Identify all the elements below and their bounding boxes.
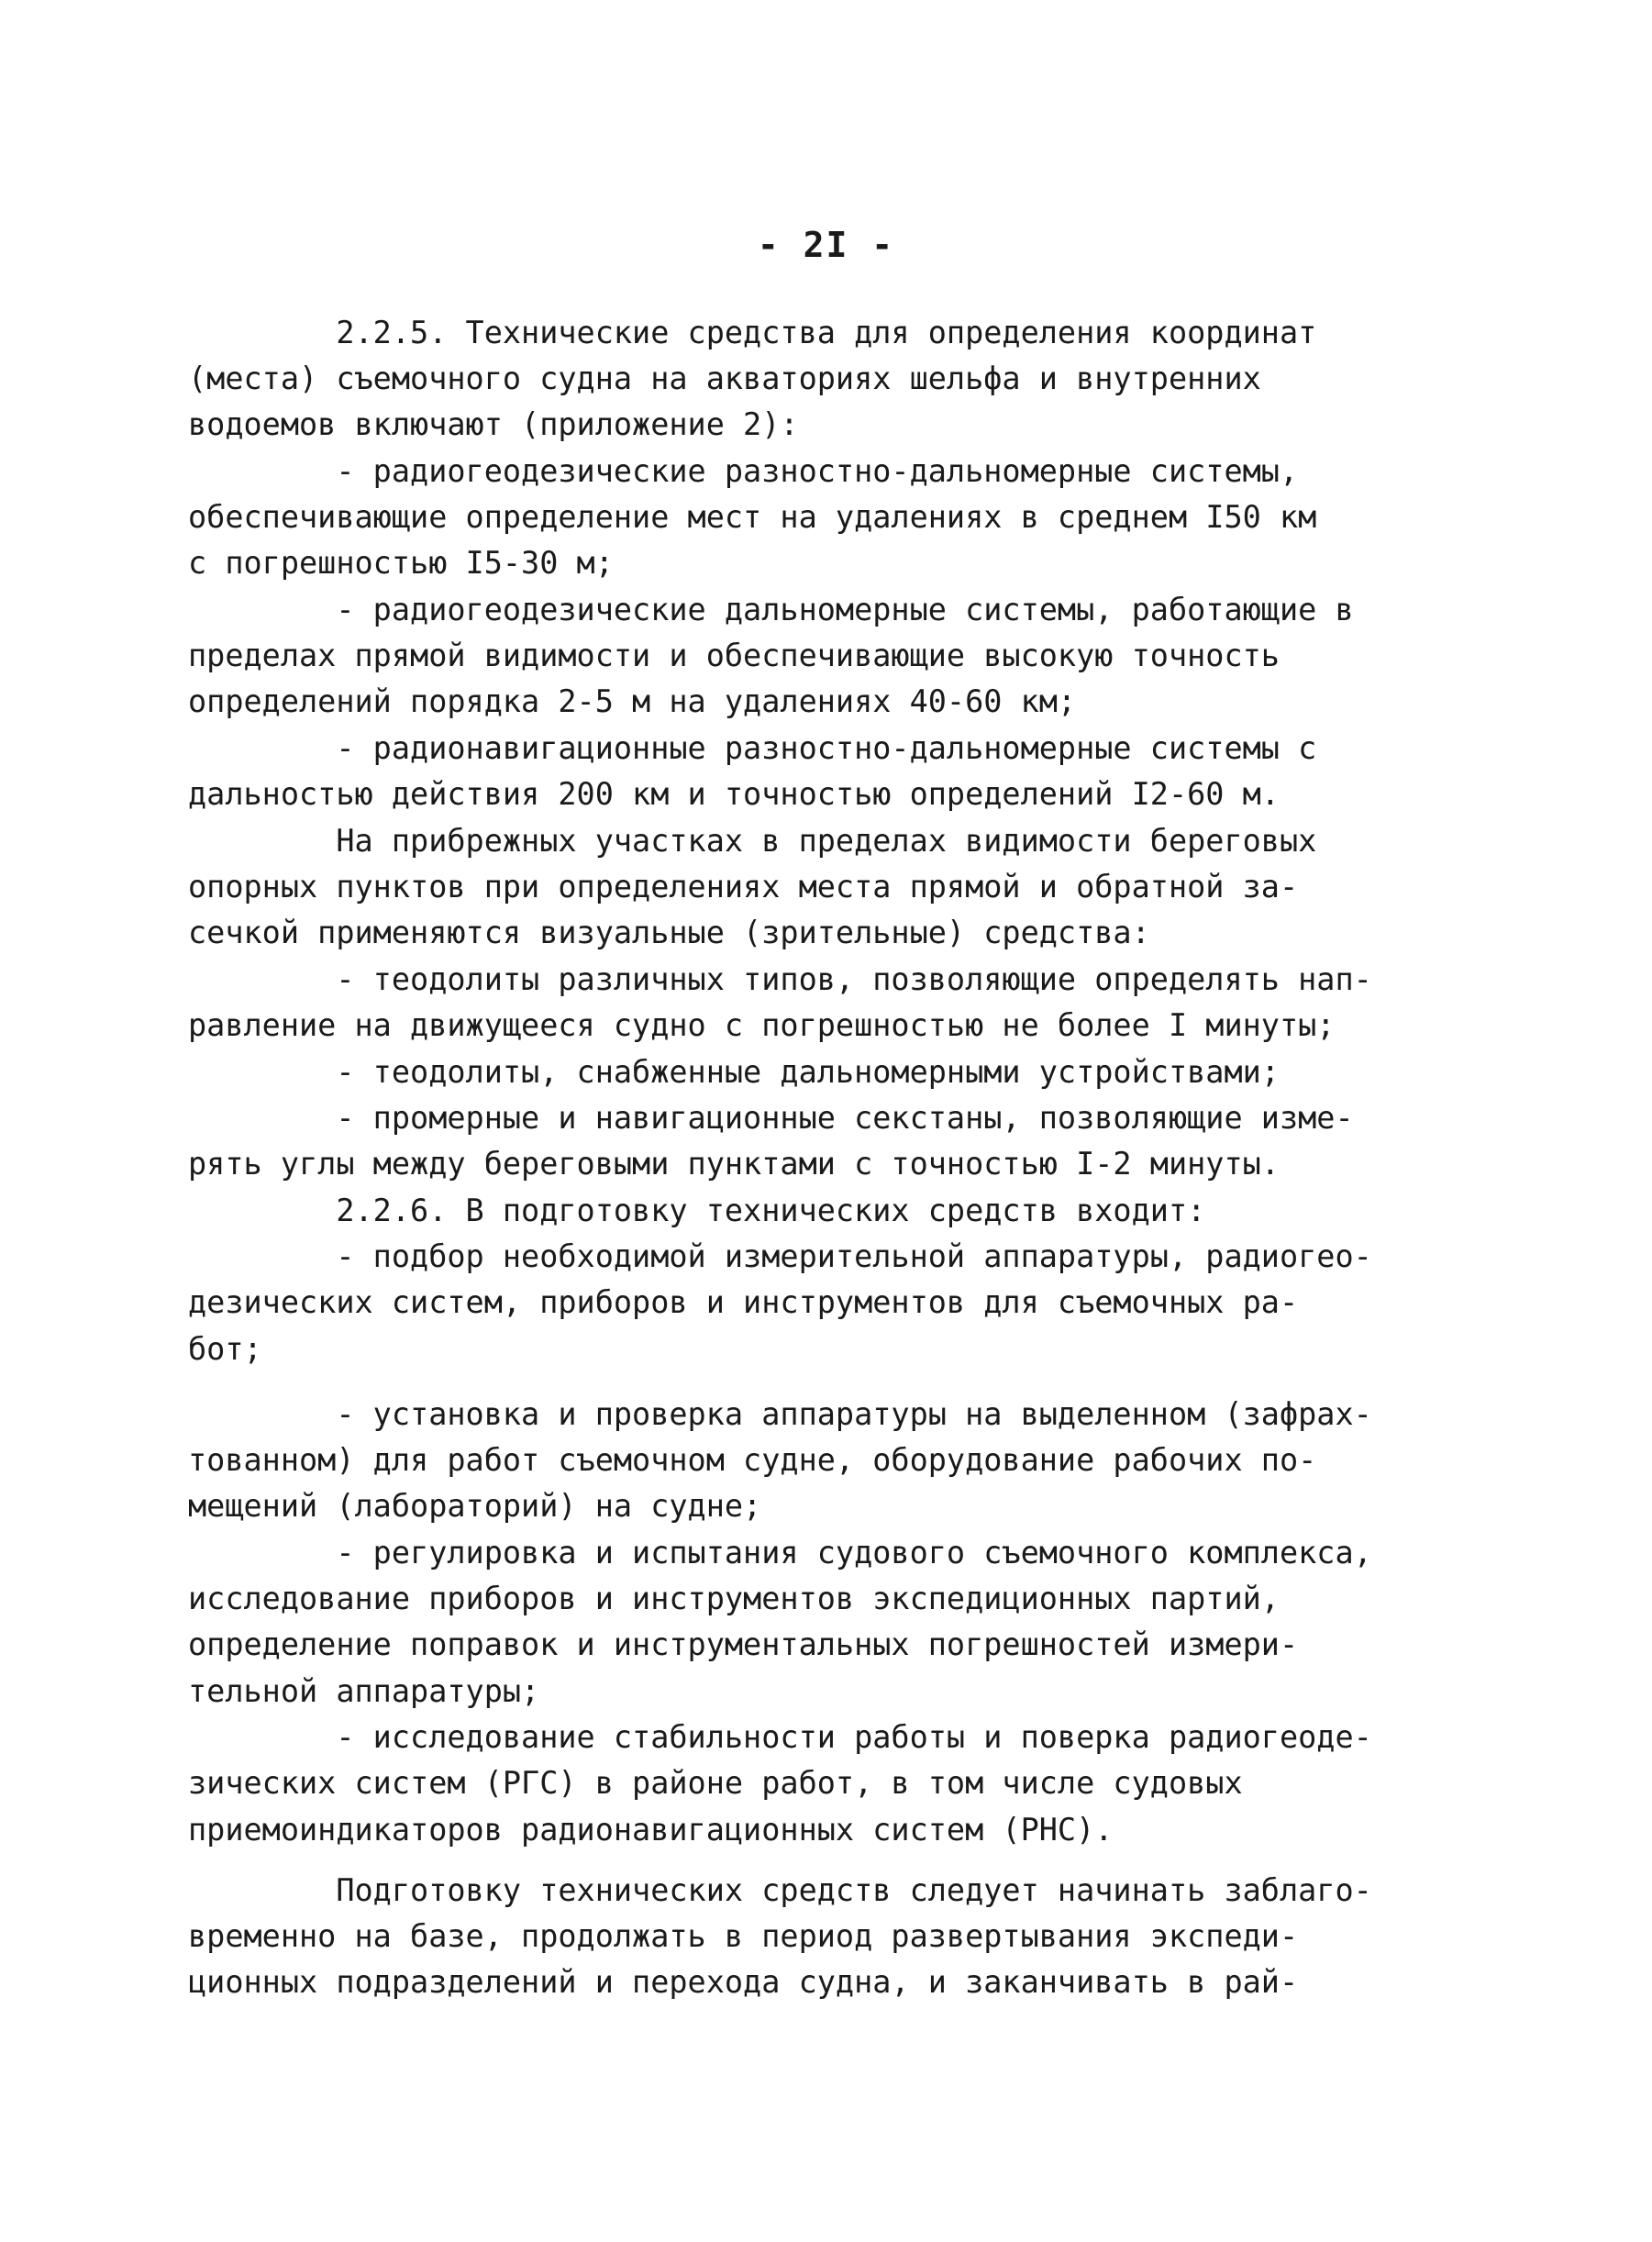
text-line: приемоиндикаторов радионавигационных систем (РНС). [188,1812,1114,1848]
text-line: временно на базе, продолжать в период развертывания экспеди- [188,1918,1299,1954]
text-line: ционных подразделений и перехода судна, и заканчивать в рай- [188,1964,1299,2000]
text-line: - теодолиты различных типов, позволяющие определять нап- [188,961,1372,997]
text-line: - теодолиты, снабженные дальномерными устройствами; [188,1054,1280,1090]
text-line: определений порядка 2-5 м на удалениях 40-60 км; [188,683,1077,719]
text-line: 2.2.5. Технические средства для определения координат [188,315,1317,350]
text-line: 2.2.6. В подготовку технических средств входит: [188,1193,1206,1228]
text-line: дальностью действия 200 км и точностью определений I2-60 м. [188,776,1280,812]
text-line: - радиогеодезические разностно-дальномерные системы, [188,453,1299,489]
text-line: Подготовку технических средств следует начинать заблаго- [188,1872,1372,1908]
text-line: обеспечивающие определение мест на удалениях в среднем I50 км [188,499,1317,535]
text-line: тельной аппаратуры; [188,1673,540,1709]
text-line: равление на движущееся судно с погрешностью не более I минуты; [188,1007,1336,1043]
text-line: - установка и проверка аппаратуры на выделенном (зафрах- [188,1396,1372,1432]
text-line: исследование приборов и инструментов экспедиционных партий, [188,1581,1280,1616]
text-line: с погрешностью I5-30 м; [188,545,614,581]
text-line: определение поправок и инструментальных погрешностей измери- [188,1626,1299,1662]
text-line: пределах прямой видимости и обеспечивающие высокую точность [188,638,1280,673]
text-line: (места) съемочного судна на акваториях шельфа и внутренних [188,361,1261,396]
text-line: опорных пунктов при определениях места прямой и обратной за- [188,869,1299,905]
text-line: - подбор необходимой измерительной аппаратуры, радиогео- [188,1238,1372,1274]
text-line: мещений (лабораторий) на судне; [188,1488,762,1524]
text-line: - исследование стабильности работы и поверка радиогеоде- [188,1719,1372,1755]
text-line: рять углы между береговыми пунктами с точностью I-2 минуты. [188,1146,1280,1182]
text-line: - радионавигационные разностно-дальномерные системы с [188,730,1317,766]
text-line: водоемов включают (приложение 2): [188,406,799,442]
text-line: - промерные и навигационные секстаны, позволяющие изме- [188,1100,1354,1136]
text-line: тованном) для работ съемочном судне, оборудование рабочих по- [188,1442,1317,1478]
text-line: сечкой применяются визуальные (зрительные) средства: [188,915,1150,950]
text-line: бот; [188,1331,262,1367]
text-line: - радиогеодезические дальномерные системы, работающие в [188,592,1354,627]
text-line: - регулировка и испытания судового съемочного комплекса, [188,1535,1372,1571]
page-number: - 2I - [757,225,895,265]
text-line: зических систем (РГС) в районе работ, в том числе судовых [188,1765,1243,1801]
text-line: На прибрежных участках в пределах видимости береговых [188,823,1317,859]
text-line: дезических систем, приборов и инструментов для съемочных ра- [188,1284,1299,1320]
